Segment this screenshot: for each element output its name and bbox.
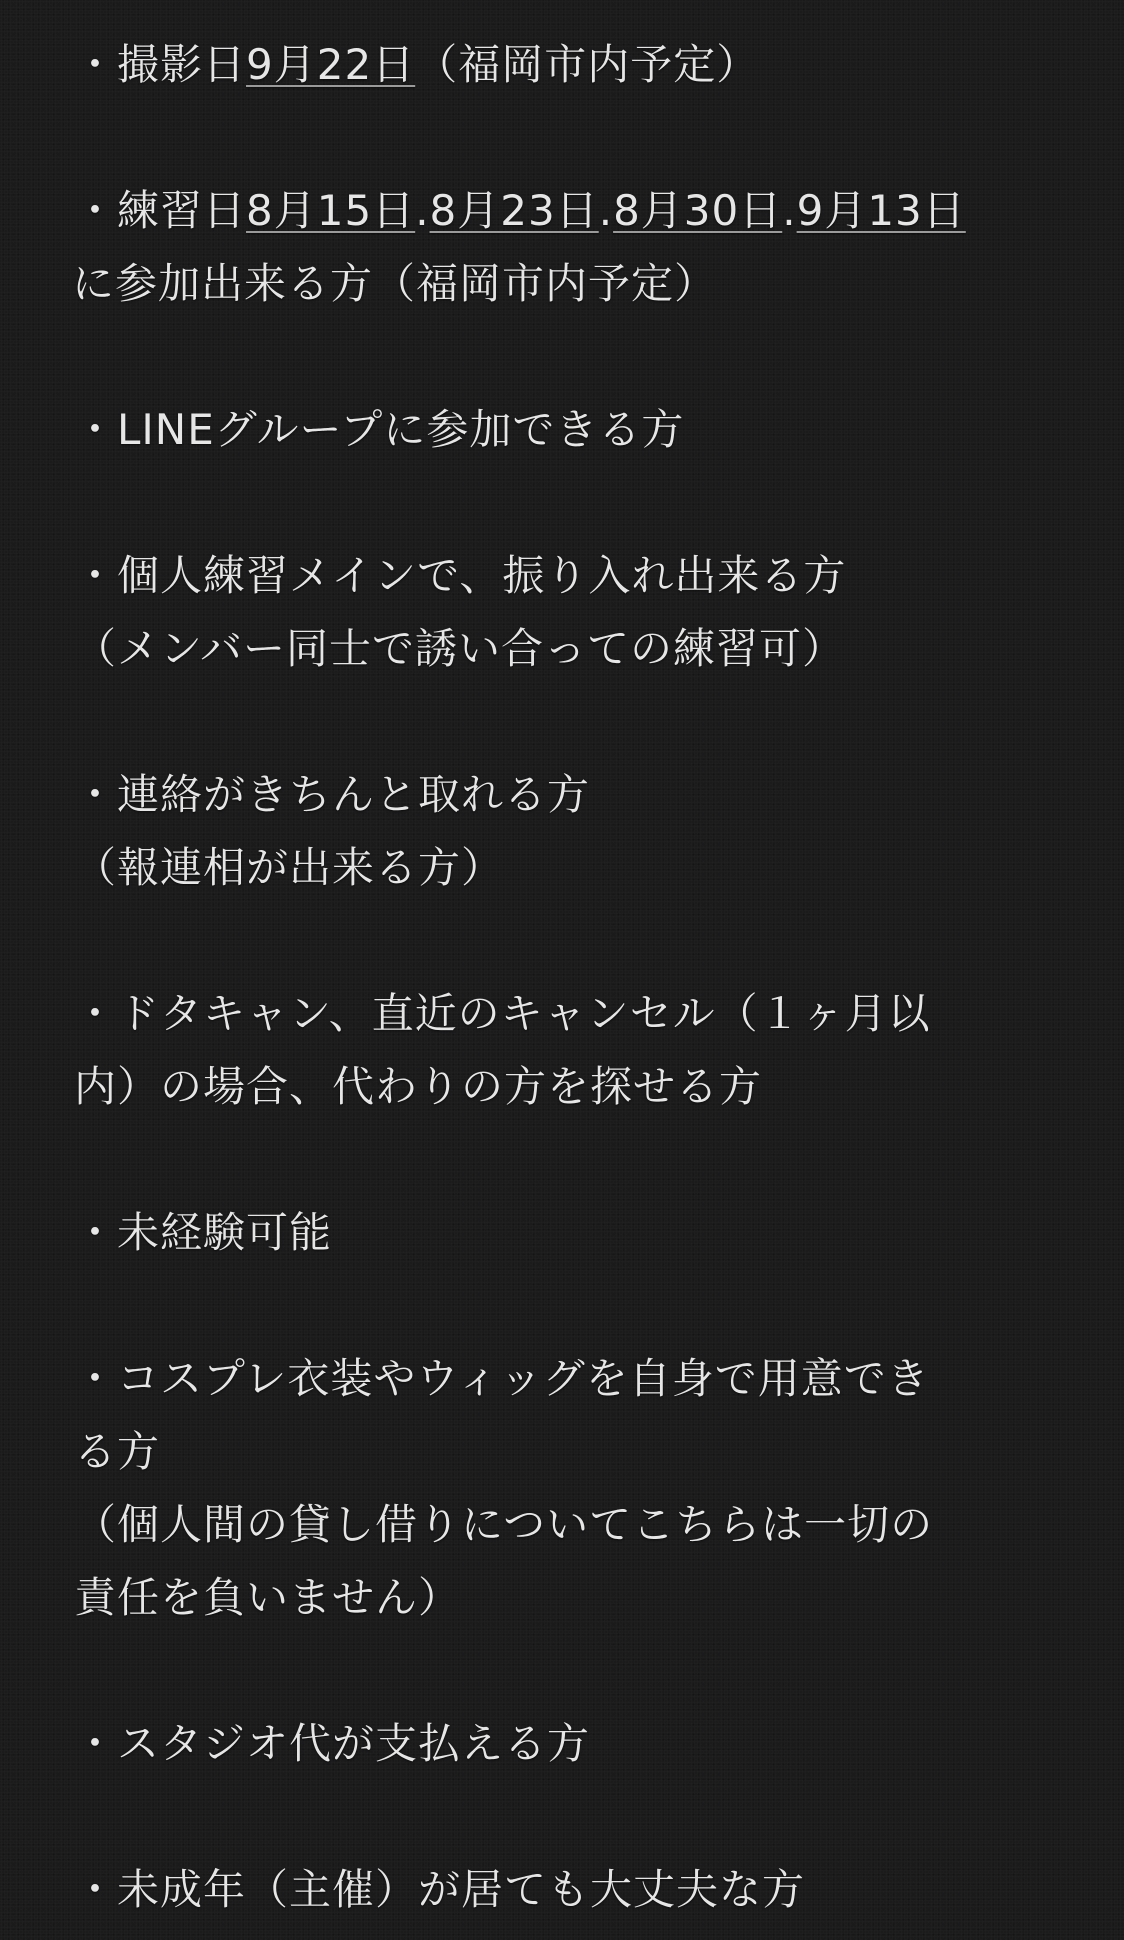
practice-dates-line xyxy=(74,174,1054,247)
studio-fee-requirement: ・スタジオ代が支払える方 xyxy=(74,1719,591,1768)
practice-dates-prefix: ・練習日 xyxy=(74,186,247,235)
date-separator: . xyxy=(415,186,430,235)
spacer xyxy=(74,904,1054,977)
practice-date-link-2[interactable]: 8月23日 xyxy=(429,186,599,235)
spacer xyxy=(74,1269,1054,1342)
practice-date-link-1[interactable]: 8月15日 xyxy=(246,186,416,235)
contact-requirement: ・連絡がきちんと取れる方 xyxy=(74,770,591,819)
line-group-requirement: ・LINEグループに参加できる方 xyxy=(74,405,685,454)
spacer xyxy=(74,320,1054,393)
beginner-ok: ・未経験可能 xyxy=(74,1208,333,1257)
note-body xyxy=(74,28,1054,1926)
self-practice-note: （メンバー同士で誘い合っての練習可） xyxy=(74,624,846,673)
shoot-date-prefix: ・撮影日 xyxy=(74,40,247,89)
spacer xyxy=(74,1634,1054,1707)
cancel-requirement: ・ドタキャン、直近のキャンセル（１ヶ月以 xyxy=(74,989,931,1038)
self-practice-requirement: ・個人練習メインで、振り入れ出来る方 xyxy=(74,551,847,600)
shoot-date-suffix: （福岡市内予定） xyxy=(415,40,760,89)
spacer xyxy=(74,1123,1054,1196)
date-separator: . xyxy=(598,186,614,235)
costume-requirement-line-2: る方 xyxy=(74,1427,161,1476)
costume-note-line-2: 責任を負いません） xyxy=(74,1573,462,1622)
contact-note: （報連相が出来る方） xyxy=(74,843,505,892)
spacer xyxy=(74,101,1054,174)
spacer xyxy=(74,466,1054,539)
practice-date-link-3[interactable]: 8月30日 xyxy=(613,186,783,235)
spacer xyxy=(74,685,1054,758)
practice-dates-line-2: に参加出来る方（福岡市内予定） xyxy=(72,259,718,308)
shoot-date-link[interactable]: 9月22日 xyxy=(246,40,416,89)
minor-ok-requirement: ・未成年（主催）が居ても大丈夫な方 xyxy=(74,1865,806,1914)
costume-requirement: ・コスプレ衣装やウィッグを自身で用意でき xyxy=(74,1354,930,1403)
spacer xyxy=(74,1780,1054,1853)
costume-note: （個人間の貸し借りについてこちらは一切の xyxy=(74,1500,934,1549)
practice-date-link-4[interactable]: 9月13日 xyxy=(796,186,966,235)
shoot-date-line xyxy=(74,28,1054,101)
date-separator: . xyxy=(782,186,797,235)
cancel-requirement-line-2: 内）の場合、代わりの方を探せる方 xyxy=(74,1062,763,1111)
